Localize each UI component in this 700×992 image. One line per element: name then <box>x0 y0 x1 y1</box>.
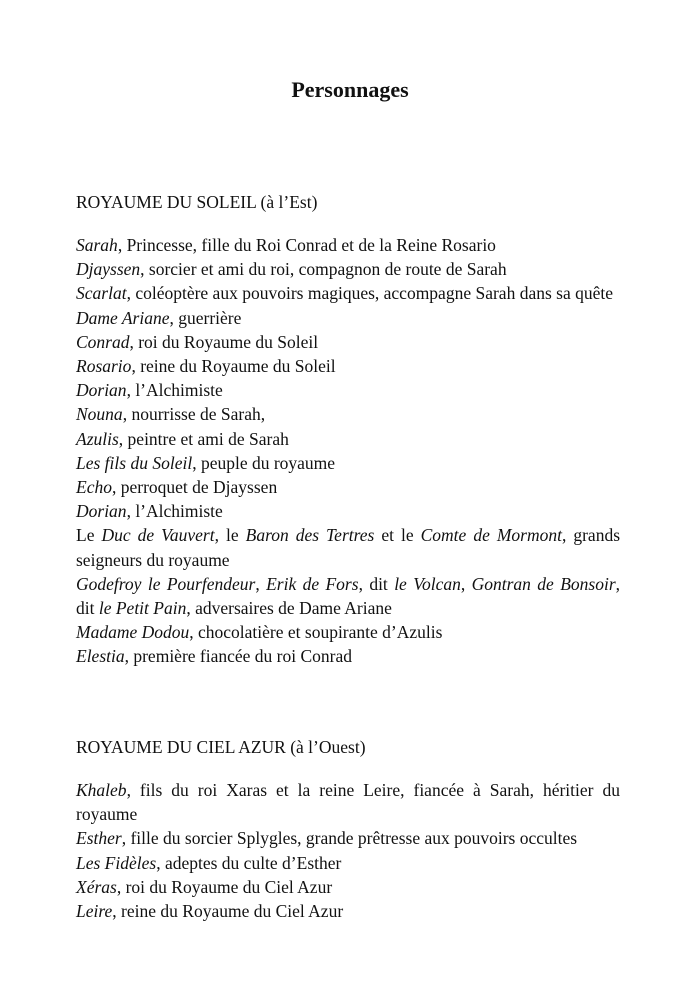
character-name: Dame Ariane <box>76 307 170 328</box>
character-description: , fille du sorcier Splygles, grande prêtresse aux pouvoirs occultes <box>121 828 578 849</box>
character-description: , l’Alchimiste <box>126 380 223 401</box>
character-description: , chocolatière et soupirante d’Azulis <box>189 622 443 643</box>
character-name: Comte de Mormont <box>420 525 562 546</box>
character-name: Dorian <box>76 380 127 401</box>
character-name: Leire <box>76 901 113 922</box>
character-entry <box>76 281 620 305</box>
character-name: Echo <box>76 477 112 498</box>
character-entry <box>76 354 620 378</box>
character-entry <box>76 899 620 923</box>
section-royaume-soleil <box>76 190 620 669</box>
character-name: Madame Dodou <box>76 622 190 643</box>
character-name: le Volcan <box>394 573 461 594</box>
character-entry <box>76 826 620 850</box>
character-name: Les fils du Soleil <box>76 452 193 473</box>
character-name: Rosario <box>76 356 132 377</box>
character-entry <box>76 257 620 281</box>
character-list <box>76 778 620 923</box>
character-description: , reine du Royaume du Ciel Azur <box>112 901 344 922</box>
character-entry <box>76 778 620 826</box>
character-description: , Princesse, fille du Roi Conrad et de la Reine Rosario <box>117 235 496 255</box>
character-entry <box>76 572 620 620</box>
character-description: , sorcier et ami du roi, compagnon de route de Sarah <box>140 259 507 280</box>
character-description: , perroquet de Djayssen <box>111 477 278 498</box>
character-description: , dit <box>358 573 395 594</box>
character-entry <box>76 378 620 402</box>
character-name: Godefroy le Pourfendeur <box>76 573 256 594</box>
page-title: Personnages <box>291 77 409 102</box>
character-name: Azulis <box>76 428 119 449</box>
character-description: , fils du roi Xaras et la reine Leire, fiancée à Sarah, héritier du royaume <box>76 780 620 825</box>
character-entry <box>76 851 620 875</box>
character-entry <box>76 620 620 644</box>
character-list <box>76 233 620 669</box>
character-name: Scarlat <box>76 283 127 304</box>
character-name: Elestia <box>76 646 125 667</box>
character-name: Dorian <box>76 501 127 522</box>
character-name: Djayssen <box>76 259 141 280</box>
character-name: Conrad <box>76 331 130 352</box>
character-entry <box>76 451 620 475</box>
section-heading: ROYAUME DU CIEL AZUR (à l’Ouest) <box>76 737 366 757</box>
character-description: , peintre et ami de Sarah <box>118 428 289 449</box>
character-entry <box>76 875 620 899</box>
character-name: le Petit Pain <box>98 598 187 619</box>
character-entry <box>76 233 620 257</box>
character-name: Les Fidèles <box>76 852 157 873</box>
character-entry <box>76 644 620 668</box>
character-description: , dit <box>76 573 621 619</box>
character-description: , adversaires de Dame Ariane <box>186 598 392 619</box>
character-description: , l’Alchimiste <box>126 501 223 522</box>
character-name: Sarah <box>76 235 118 255</box>
character-entry <box>76 402 620 426</box>
character-name: Gontran de Bonsoir <box>471 573 616 594</box>
character-description: , nourrisse de Sarah, <box>122 404 266 425</box>
character-description: , reine du Royaume du Soleil <box>131 356 336 377</box>
character-name: Baron des Tertres <box>245 525 375 546</box>
character-name: Khaleb <box>76 780 127 800</box>
character-entry <box>76 330 620 354</box>
section-royaume-ciel-azur <box>76 735 620 923</box>
character-description: , <box>255 573 267 594</box>
character-description: , adeptes du culte d’Esther <box>156 852 342 873</box>
character-description: , le <box>214 525 246 546</box>
character-description: , roi du Royaume du Ciel Azur <box>116 876 333 897</box>
character-description: , peuple du royaume <box>192 452 336 473</box>
character-name: Nouna <box>76 404 123 425</box>
character-entry <box>76 499 620 523</box>
section-heading: ROYAUME DU SOLEIL (à l’Est) <box>76 192 318 212</box>
character-description: , première fiancée du roi Conrad <box>124 646 353 667</box>
character-entry <box>76 306 620 330</box>
character-description: , <box>460 573 472 594</box>
character-description: Le <box>76 525 102 546</box>
character-name: Esther <box>76 828 122 849</box>
character-description: , coléoptère aux pouvoirs magiques, accompagne Sarah dans sa quête <box>126 283 613 304</box>
character-name: Erik de Fors <box>266 573 359 594</box>
character-description: , roi du Royaume du Soleil <box>129 331 319 352</box>
character-description: et le <box>374 525 421 546</box>
character-description: , grands seigneurs du royaume <box>76 525 620 570</box>
character-entry <box>76 475 620 499</box>
character-name: Xéras <box>76 876 117 897</box>
character-entry <box>76 523 620 571</box>
character-entry <box>76 427 620 451</box>
character-name: Duc de Vauvert <box>101 525 215 546</box>
character-description: , guerrière <box>169 307 242 328</box>
